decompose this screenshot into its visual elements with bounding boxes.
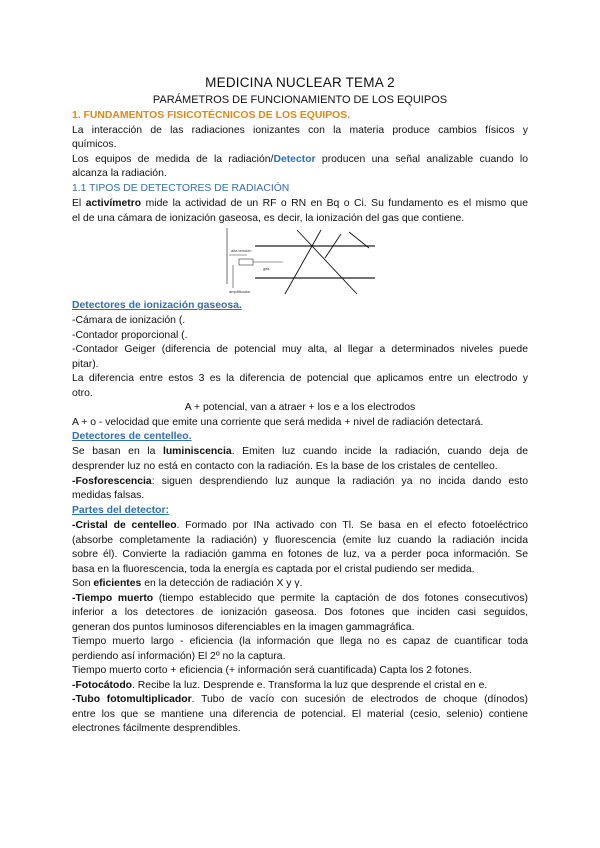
paragraph-line: electrones fácilmente desprendibles. xyxy=(72,723,241,734)
paragraph-line: alcanza la radiación. xyxy=(72,168,167,179)
document-subtitle: PARÁMETROS DE FUNCIONAMIENTO DE LOS EQUIPOS xyxy=(152,94,448,106)
list-item: -Contador proporcional (. xyxy=(72,330,188,341)
paragraph-line: La diferencia entre estos 3 es la diferencia de potencial que aplicamos entre un electrodo y xyxy=(72,373,528,384)
paragraph-line: basa en la fluorescencia, toda la energía es captada por el cristal pudiendo ser medida. xyxy=(72,564,475,575)
list-item: -Contador Geiger (diferencia de potencial muy alta, al llegar a determinados niveles puede xyxy=(72,344,528,355)
diagram-label-high-voltage: alta tensión xyxy=(231,248,252,253)
diagram-label-gas: gas xyxy=(263,266,270,271)
paragraph-line: -Cristal de centelleo. Formado por INa activado con Tl. Se basa en el efecto fotoeléctrico xyxy=(72,520,528,531)
paragraph-line: A + o - velocidad que emite una corriente que será medida + nivel de radiación detectará. xyxy=(72,417,484,428)
detector-parts-heading: Partes del detector: xyxy=(72,505,170,516)
paragraph-line: -Fosforescencia: siguen desprendiendo luz aunque la radiación ya no incida dando esto xyxy=(72,476,528,487)
paragraph-line: medidas falsas. xyxy=(72,490,145,501)
document-title: MEDICINA NUCLEAR TEMA 2 xyxy=(205,75,395,90)
paragraph-line: Tiempo muerto largo - eficiencia (la información que llega no es capaz de cuantificar toda xyxy=(72,636,528,647)
paragraph-line: Los equipos de medida de la radiación/Detector producen una señal analizable cuando lo xyxy=(72,154,529,165)
paragraph-line: -Tiempo muerto (tiempo establecido que permite la captación de dos fotones consecutivos) xyxy=(72,593,528,604)
paragraph-line: sobre él). Convierte la radiación gamma en fotones de luz, va a perder poca información. Se xyxy=(72,549,528,560)
paragraph-line: químicos. xyxy=(72,139,117,150)
paragraph-line: Son eficientes en la detección de radiación X y γ. xyxy=(72,578,303,589)
paragraph-line: perdiendo así información) El 2º no la captura. xyxy=(72,651,286,662)
paragraph-line: pitar). xyxy=(72,359,99,370)
paragraph-line: El activímetro mide la actividad de un RF o RN en Bq o Ci. Su fundamento es el mismo que xyxy=(72,198,528,209)
paragraph-line: -Tubo fotomultiplicador. Tubo de vacío con sucesión de electrodos de choque (dínodos) xyxy=(72,694,528,705)
paragraph-line: -Fotocátodo. Recibe la luz. Desprende e. Transforma la luz que desprende el cristal en e. xyxy=(72,680,488,691)
paragraph-line: desprender luz no está en contacto con la radiación. Es la base de los cristales de centelleo. xyxy=(72,461,498,472)
detector-term: Detector xyxy=(273,154,316,165)
ionization-chamber-diagram xyxy=(225,228,377,296)
paragraph-line: otro. xyxy=(72,388,93,399)
diagram-label-amplifier: amplificador xyxy=(229,289,251,294)
gas-ionization-heading: Detectores de ionización gaseosa. xyxy=(72,300,242,311)
paragraph-line: generan dos puntos luminosos diferenciables en la imagen gammagráfica. xyxy=(72,622,415,633)
section-1-heading: 1. FUNDAMENTOS FISICOTÉCNICOS DE LOS EQUIPOS. xyxy=(72,110,351,121)
list-item: -Cámara de ionización (. xyxy=(72,315,186,326)
paragraph-line: (absorbe completamente la radiación) y fluorescencia (emite luz cuando la radiación incida xyxy=(72,535,528,546)
paragraph-line: el de una cámara de ionización gaseosa, es decir, la ionización del gas que contiene. xyxy=(72,213,465,224)
section-1-1-heading: 1.1 TIPOS DE DETECTORES DE RADIACIÓN xyxy=(72,183,290,194)
paragraph-line: Tiempo muerto corto + eficiencia (+ información será cuantificada) Capta los 2 fotones. xyxy=(72,665,472,676)
centered-line: A + potencial, van a atraer + los e a los electrodos xyxy=(184,402,416,413)
paragraph-line: entre los que se mantiene una diferencia de potencial. El material (cesio, selenio) contiene xyxy=(72,709,528,720)
paragraph-line: La interacción de las radiaciones ionizantes con la materia produce cambios físicos y xyxy=(72,125,528,136)
paragraph-line: inferior a los detectores de ionización gaseosa. Dos fotones que inciden casi seguidos, xyxy=(72,607,528,618)
paragraph-line: Se basan en la luminiscencia. Emiten luz cuando incide la radiación, cuando deja de xyxy=(72,446,528,457)
scintillation-heading: Detectores de centelleo. xyxy=(72,431,192,442)
